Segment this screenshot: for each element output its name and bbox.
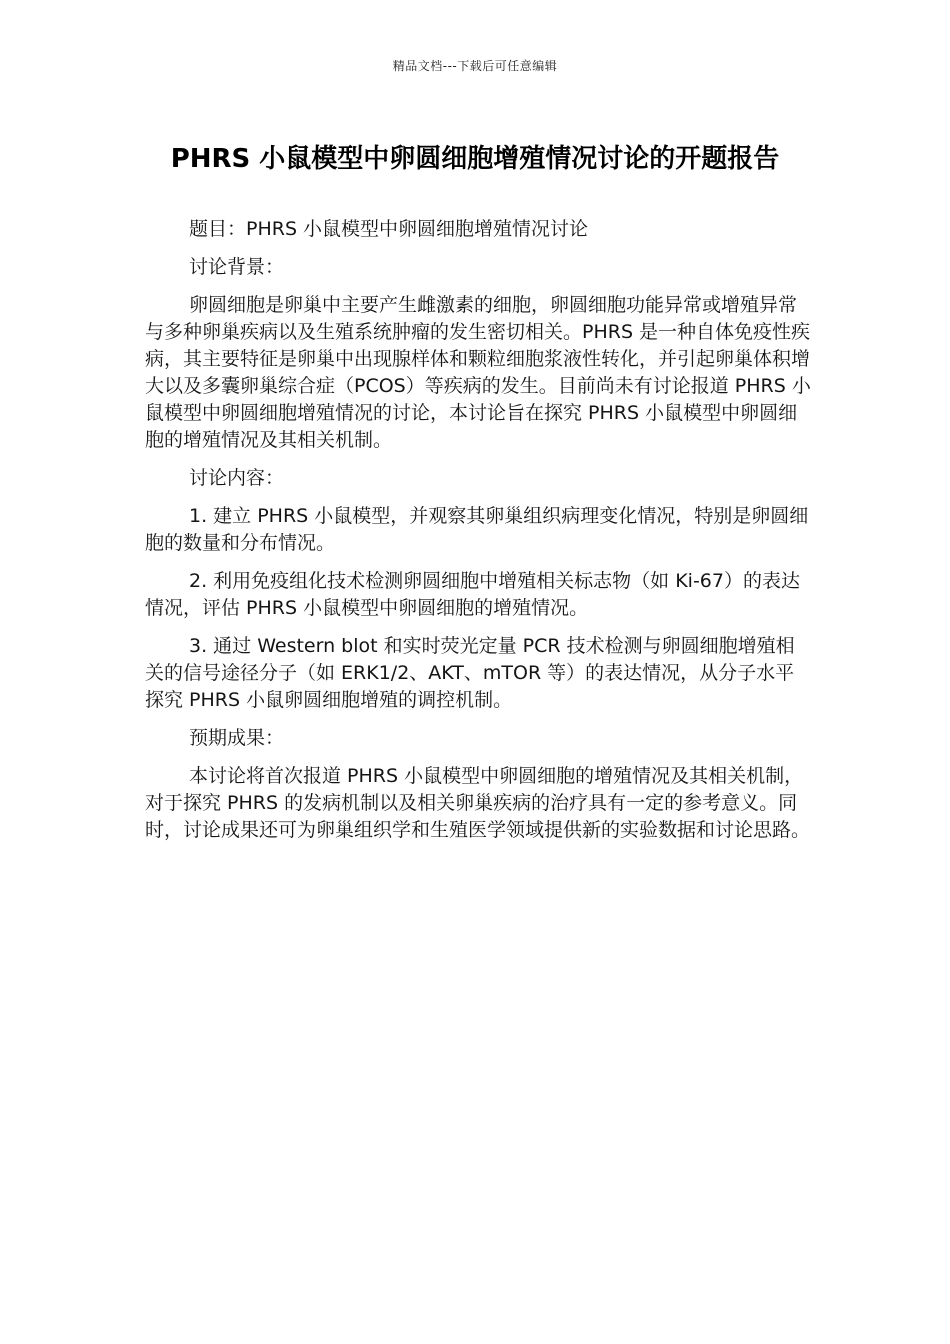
background-paragraph: 卵圆细胞是卵巢中主要产生雌激素的细胞，卵圆细胞功能异常或增殖异常与多种卵巢疾病以及生殖系统肿瘤的发生密切相关。PHRS 是一种自体免疫性疾病，其主要特征是卵巢中出现腺样体和颗粒细胞浆液性转化，并引起卵巢体积增大以及多囊卵巢综合症（PCOS）等疾病的发生。目前尚未有讨论报道 PHRS 小鼠模型中卵圆细胞增殖情况的讨论，本讨论旨在探究 PHRS 小鼠模型中卵圆细胞的增殖情况及其相关机制。 — [145, 294, 811, 451]
topic-paragraph: 题目：PHRS 小鼠模型中卵圆细胞增殖情况讨论 — [189, 218, 589, 240]
background-heading: 讨论背景： — [189, 256, 285, 278]
content-item-3: 3. 通过 Western blot 和实时荧光定量 PCR 技术检测与卵圆细胞增殖相关的信号途径分子（如 ERK1/2、AKT、mTOR 等）的表达情况，从分子水平探究 PHRS 小鼠卵圆细胞增殖的调控机制。 — [145, 635, 795, 711]
results-paragraph: 本讨论将首次报道 PHRS 小鼠模型中卵圆细胞的增殖情况及其相关机制，对于探究 PHRS 的发病机制以及相关卵巢疾病的治疗具有一定的参考意义。同时，讨论成果还可为卵巢组织学和生殖医学领域提供新的实验数据和讨论思路。 — [145, 765, 811, 841]
document-title: PHRS 小鼠模型中卵圆细胞增殖情况讨论的开题报告 — [170, 144, 780, 174]
content-item-2: 2. 利用免疫组化技术检测卵圆细胞中增殖相关标志物（如 Ki-67）的表达情况，评估 PHRS 小鼠模型中卵圆细胞的增殖情况。 — [145, 570, 800, 619]
content-heading: 讨论内容： — [189, 467, 285, 489]
content-item-1: 1. 建立 PHRS 小鼠模型，并观察其卵巢组织病理变化情况，特别是卵圆细胞的数量和分布情况。 — [145, 505, 809, 554]
results-heading: 预期成果： — [189, 727, 285, 749]
header-note: 精品文档---下载后可任意编辑 — [392, 59, 558, 73]
document-body — [145, 216, 813, 855]
